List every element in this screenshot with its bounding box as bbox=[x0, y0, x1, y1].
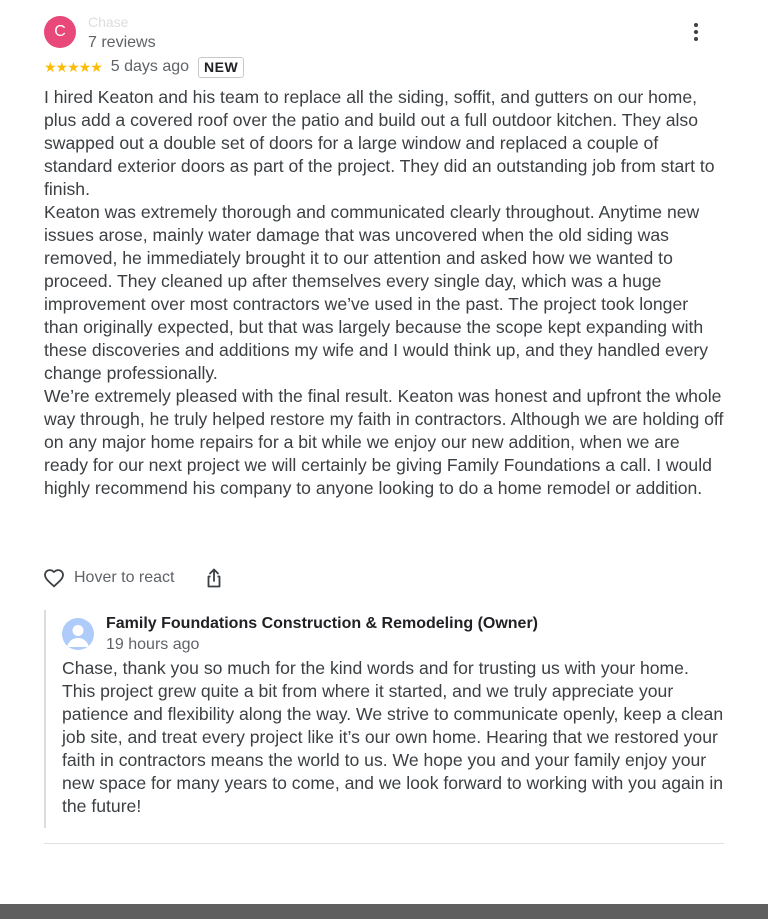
new-badge: NEW bbox=[198, 57, 244, 78]
owner-reply bbox=[44, 610, 726, 828]
more-options-dot bbox=[694, 23, 698, 27]
more-options-dot bbox=[694, 37, 698, 41]
more-options-icon[interactable] bbox=[682, 18, 710, 46]
owner-name: Family Foundations Construction & Remodeling (Owner) bbox=[106, 615, 539, 632]
reviewer-name[interactable]: Chase bbox=[88, 14, 129, 30]
reviewer-avatar[interactable]: C bbox=[44, 16, 76, 48]
review-paragraph: We’re extremely pleased with the final result. Keaton was honest and upfront the whole way through, he truly helped restore my faith in contractors. Although we are holding off on any major home repairs for a bit while we enjoy our new addition, when we are ready for our next project we will certainly be giving Family Foundations a call. I would highly recommend his company to anyone looking to do a home remodel or addition. bbox=[44, 386, 724, 498]
owner-reply-text: Chase, thank you so much for the kind words and for trusting us with your home. This project grew quite a bit from where it started, and we truly appreciate your patience and flexibility along the way. We strive to communicate openly, keep a clean job site, and treat every project like it’s our own home. Hearing that we restored your faith in contractors means the world to us. We hope you and your family enjoy your new space for many years to come, and we look forward to working with you again in the future! bbox=[62, 658, 724, 816]
owner-reply-time: 19 hours ago bbox=[106, 636, 200, 653]
heart-icon bbox=[42, 566, 66, 590]
star-rating-icon: ★★★★★ bbox=[44, 59, 102, 75]
review-text bbox=[44, 86, 724, 500]
review-date: 5 days ago bbox=[110, 58, 190, 75]
more-options-dot bbox=[694, 30, 698, 34]
person-icon bbox=[62, 618, 94, 650]
review-paragraph: Keaton was extremely thorough and communicated clearly throughout. Anytime new issues arose, mainly water damage that was uncovered when the old siding was removed, he immediately brought it to our attention and asked how we wanted to proceed. They cleaned up after themselves every single day, which was a huge improvement over most contractors we’ve used in the past. The project took longer than originally expected, but that was largely because the scope kept expanding with these discoveries and additions my wife and I would think up, and they handled every change professionally. bbox=[44, 202, 709, 383]
rating-row bbox=[44, 56, 244, 78]
divider bbox=[44, 843, 724, 844]
share-icon[interactable] bbox=[202, 566, 226, 590]
review-paragraph: I hired Keaton and his team to replace all the siding, soffit, and gutters on our home, plus add a covered roof over the patio and build out a full outdoor kitchen. They also swapped out a double set of doors for a large window and replaced a couple of standard exterior doors as part of the project. They did an outstanding job from start to finish. bbox=[44, 87, 715, 199]
review-actions bbox=[42, 566, 226, 590]
reviewer-review-count[interactable]: 7 reviews bbox=[88, 34, 156, 51]
react-label: Hover to react bbox=[74, 569, 175, 586]
bottom-bar bbox=[0, 904, 768, 919]
react-button[interactable] bbox=[42, 566, 174, 590]
owner-avatar bbox=[62, 618, 94, 650]
